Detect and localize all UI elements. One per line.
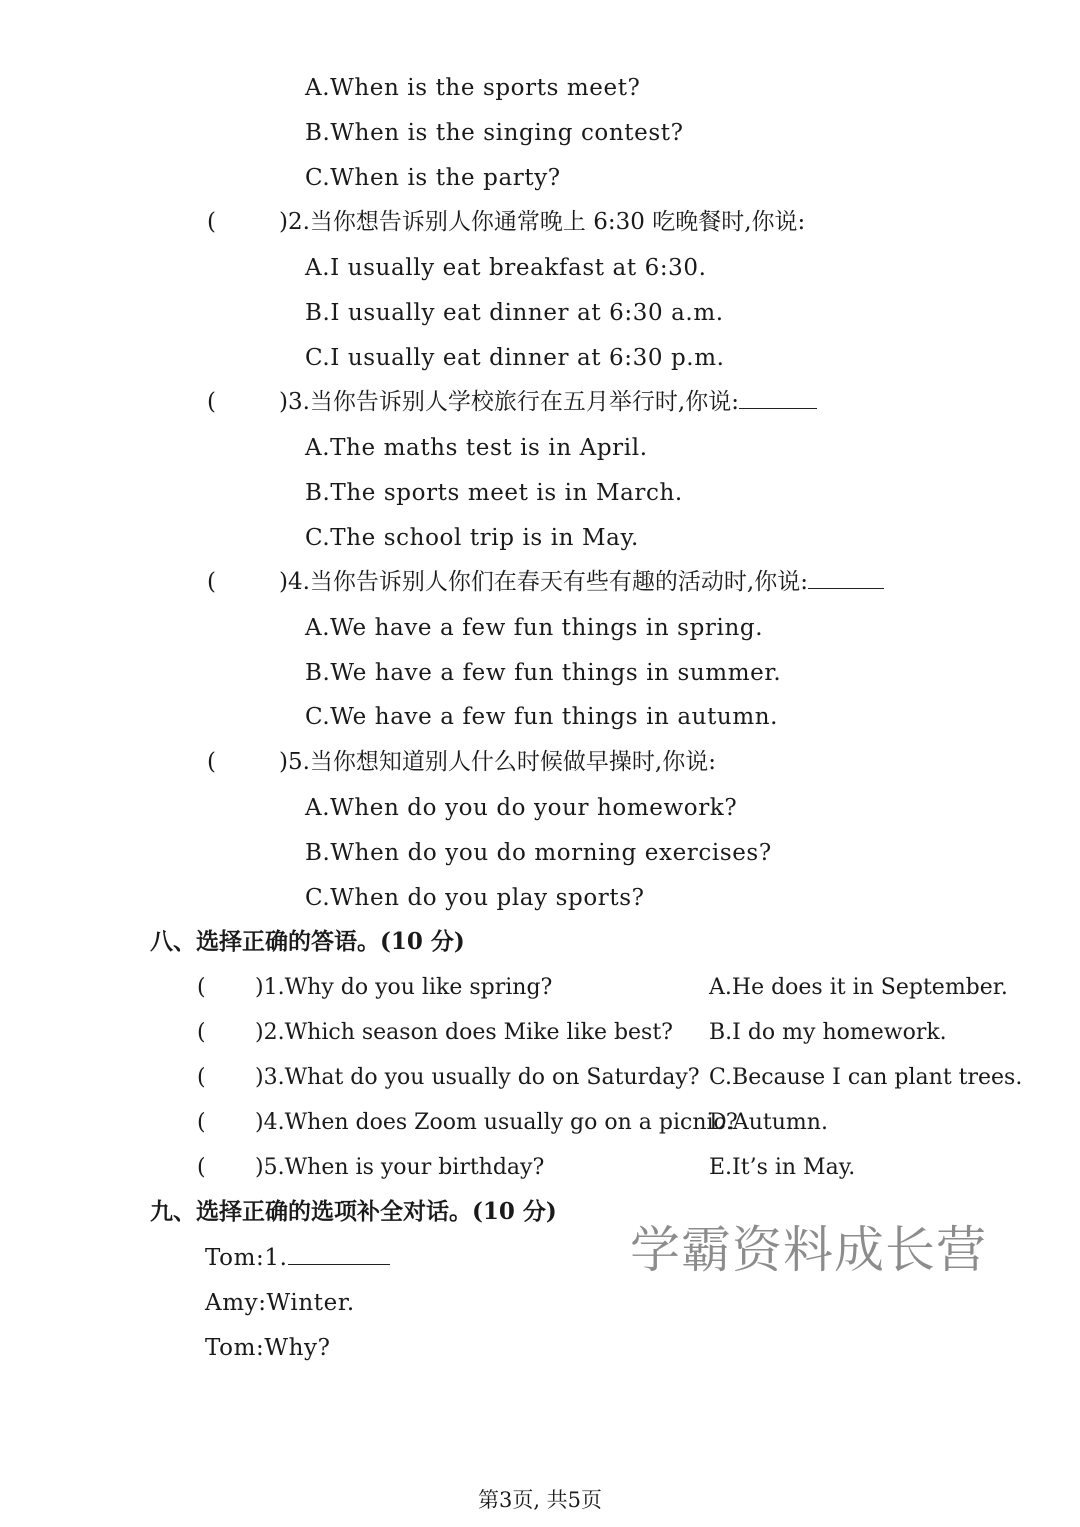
section-9-title: 九、选择正确的选项补全对话。(10 分) (150, 1198, 557, 1225)
question-prompt: )3.当你告诉别人学校旅行在五月举行时,你说: (279, 389, 739, 415)
q1-option-c: C.When is the party? (305, 165, 561, 191)
match-answer-c: C.Because I can plant trees. (709, 1065, 1023, 1090)
answer-paren[interactable]: ( (207, 569, 216, 595)
match-question-2 (197, 1019, 673, 1047)
q2-option-a: A.I usually eat breakfast at 6:30. (305, 255, 707, 281)
answer-paren[interactable]: ( (197, 975, 206, 1000)
answer-blank[interactable] (288, 1244, 390, 1265)
dialog-line-2: Amy:Winter. (205, 1290, 355, 1316)
question-5 (207, 748, 716, 776)
question-prompt: )4.当你告诉别人你们在春天有些有趣的活动时,你说: (279, 569, 808, 595)
question-4 (207, 568, 884, 596)
dialog-text: Tom:1. (205, 1245, 288, 1271)
q3-option-a: A.The maths test is in April. (305, 435, 648, 461)
match-question-5 (197, 1154, 544, 1182)
match-question-text: )2.Which season does Mike like best? (255, 1020, 673, 1045)
match-question-1 (197, 974, 552, 1002)
watermark: 学霸资料成长营 (630, 1221, 987, 1279)
answer-paren[interactable]: ( (197, 1020, 206, 1045)
match-question-text: )5.When is your birthday? (255, 1155, 545, 1180)
page-footer: 第3页, 共5页 (477, 1488, 603, 1512)
dialog-line-1 (205, 1244, 390, 1272)
q3-option-c: C.The school trip is in May. (305, 525, 639, 551)
q1-option-b: B.When is the singing contest? (305, 120, 684, 146)
match-question-text: )1.Why do you like spring? (255, 975, 553, 1000)
q5-option-a: A.When do you do your homework? (305, 795, 738, 821)
dialog-line-3: Tom:Why? (205, 1335, 331, 1361)
q5-option-b: B.When do you do morning exercises? (305, 840, 772, 866)
answer-blank[interactable] (808, 568, 884, 589)
answer-paren[interactable]: ( (197, 1110, 206, 1135)
match-answer-d: D.Autumn. (709, 1110, 828, 1135)
match-question-text: )3.What do you usually do on Saturday? (255, 1065, 700, 1090)
answer-blank[interactable] (739, 388, 817, 409)
match-answer-b: B.I do my homework. (709, 1020, 947, 1045)
match-answer-e: E.It’s in May. (709, 1155, 856, 1180)
answer-paren[interactable]: ( (197, 1155, 206, 1180)
match-question-3 (197, 1064, 700, 1092)
question-2 (207, 208, 805, 236)
q1-option-a: A.When is the sports meet? (305, 75, 641, 101)
match-question-text: )4.When does Zoom usually go on a picnic? (255, 1110, 738, 1135)
q2-option-b: B.I usually eat dinner at 6:30 a.m. (305, 300, 724, 326)
q4-option-a: A.We have a few fun things in spring. (305, 615, 764, 641)
answer-paren[interactable]: ( (207, 389, 216, 415)
match-answer-a: A.He does it in September. (709, 975, 1008, 1000)
question-prompt: )5.当你想知道别人什么时候做早操时,你说: (279, 749, 716, 775)
answer-paren[interactable]: ( (207, 209, 216, 235)
match-question-4 (197, 1109, 738, 1137)
q3-option-b: B.The sports meet is in March. (305, 480, 683, 506)
q5-option-c: C.When do you play sports? (305, 885, 645, 911)
answer-paren[interactable]: ( (207, 749, 216, 775)
question-prompt: )2.当你想告诉别人你通常晚上 6:30 吃晚餐时,你说: (279, 209, 806, 235)
q4-option-c: C.We have a few fun things in autumn. (305, 704, 779, 730)
answer-paren[interactable]: ( (197, 1065, 206, 1090)
q2-option-c: C.I usually eat dinner at 6:30 p.m. (305, 345, 725, 371)
question-3 (207, 388, 817, 416)
q4-option-b: B.We have a few fun things in summer. (305, 660, 782, 686)
section-8-title: 八、选择正确的答语。(10 分) (150, 928, 465, 955)
